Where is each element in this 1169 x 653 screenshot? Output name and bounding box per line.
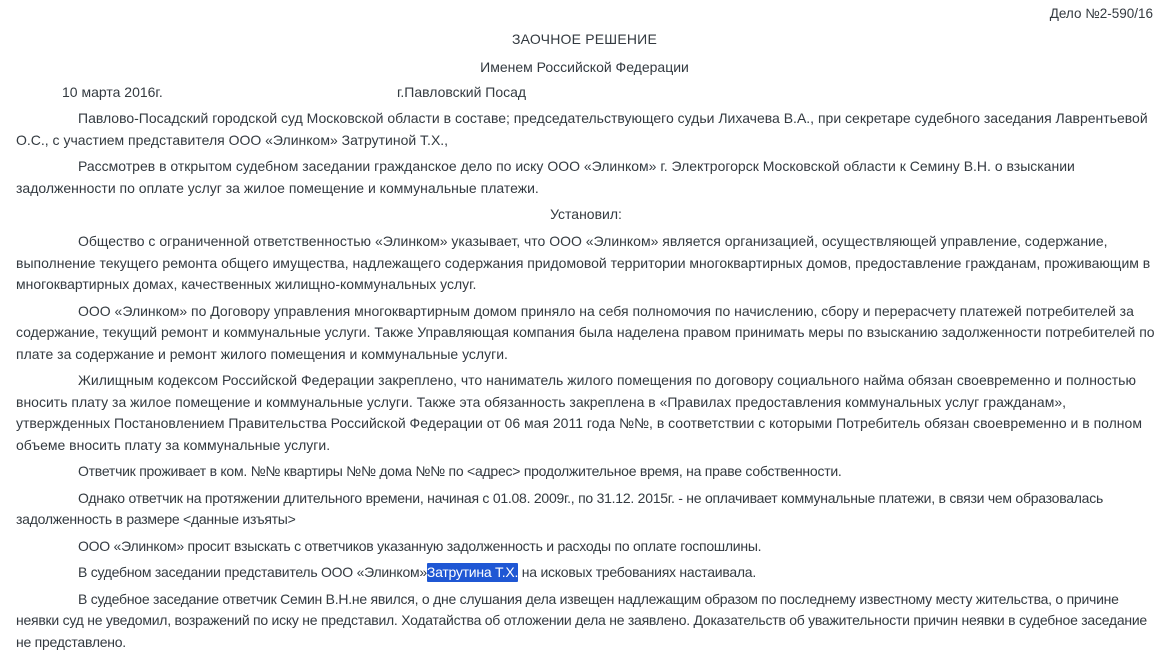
document-meta-row: [0, 82, 1169, 102]
document-date: 10 марта 2016г.: [62, 82, 163, 102]
document-title: ЗАОЧНОЕ РЕШЕНИЕ: [0, 30, 1169, 48]
paragraph-hearing-representative: [16, 562, 1156, 584]
paragraph-defendant-residence: Ответчик проживает в ком. №№ квартиры №№ дома №№ по <адрес> продолжительное время, на праве собственности.: [16, 461, 1156, 483]
selected-text-highlight[interactable]: Затрутина Т.Х.: [427, 563, 518, 582]
document-body: [16, 108, 1156, 653]
section-heading-ustanovil: Установил:: [16, 204, 1156, 225]
paragraph-case-review: Рассмотрев в открытом судебном заседании гражданское дело по иску ООО «Элинком» г. Электрогорск Московской области к Семину В.Н. о взыскании задолженности по оплате услуг за жилое помещение и коммунальные платежи.: [16, 156, 1156, 199]
paragraph-composition: Павлово-Посадский городской суд Московской области в составе; председательствующего судьи Лихачева В.А., при секретаре судебного заседания Лаврентьевой О.С., с участием представителя ООО «Элинком» Затрутиной Т.Х.,: [16, 108, 1156, 151]
document-place: г.Павловский Посад: [397, 82, 526, 102]
case-number: Дело №2-590/16: [1050, 5, 1153, 23]
paragraph-company-role: Общество с ограниченной ответственностью «Элинком» указывает, что ООО «Элинком» является организацией, осуществляющей управление, содержание, выполнение текущего ремонта общего имущества, надлежащего содержания придомовой территории многоквартирных домов, предоставление гражданам, проживающим в многоквартирных домах, качественных жилищно-коммунальных услуг.: [16, 231, 1156, 296]
hearing-representative-prefix: В судебном заседании представитель ООО «Элинком»: [78, 564, 427, 580]
hearing-representative-suffix: на исковых требованиях настаивала.: [518, 564, 756, 580]
paragraph-defendant-absence: В судебное заседание ответчик Семин В.Н.не явился, о дне слушания дела извещен надлежащим образом по последнему известному месту жительства, о причине неявки суд не уведомил, возражений по иску не представил. Ходатайства об отложении дела не заявлено. Доказательств об уважительности причин неявки в судебное заседание не представлено.: [16, 589, 1156, 653]
paragraph-management-contract: ООО «Элинком» по Договору управления многоквартирным домом приняло на себя полномочия по начислению, сбору и перерасчету платежей потребителей за содержание, текущий ремонт и коммунальные услуги. Также Управляющая компания была наделена правом принимать меры по взысканию задолженности потребителей по плате за содержание и ремонт жилого помещения и коммунальные услуги.: [16, 301, 1156, 366]
paragraph-debt-period: Однако ответчик на протяжении длительного времени, начиная с 01.08. 2009г., по 31.12. 2015г. - не оплачивает коммунальные платежи, в связи чем образовалась задолженность в размере <данные изъяты>: [16, 488, 1156, 531]
document-subtitle: Именем Российской Федерации: [0, 58, 1169, 76]
paragraph-claim-request: ООО «Элинком» просит взыскать с ответчиков указанную задолженность и расходы по оплате госпошлины.: [16, 536, 1156, 558]
paragraph-housing-code: Жилищным кодексом Российской Федерации закреплено, что наниматель жилого помещения по договору социального найма обязан своевременно и полностью вносить плату за жилое помещение и коммунальные услуги. Также эта обязанность закреплена в «Правилах предоставления коммунальных услуг гражданам», утвержденных Постановлением Правительства Российской Федерации от 06 мая 2011 года №№, в соответствии с которыми Потребитель обязан своевременно и в полном объеме вносить плату за коммунальные услуги.: [16, 370, 1156, 456]
